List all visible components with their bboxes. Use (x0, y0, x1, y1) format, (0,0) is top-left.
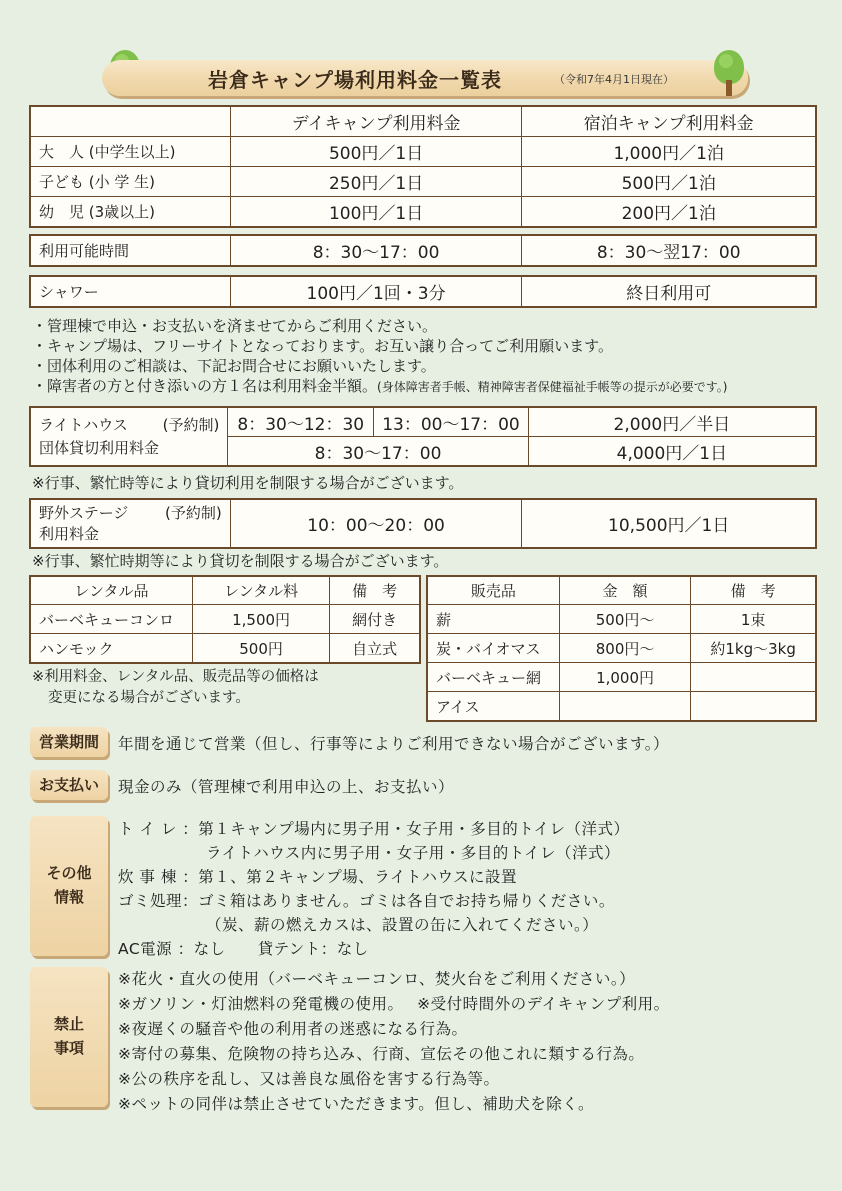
stage-reserve: (予約制) (165, 503, 222, 522)
rental-note1: ※利用料金、レンタル品、販売品等の価格は (32, 669, 319, 685)
period-tag-label: 営業期間 (38, 733, 99, 751)
note-discount-small: (身体障害者手帳、精神障害者保健福祉手帳等の提示が必要です。) (377, 380, 728, 394)
stage-label (31, 500, 231, 548)
rental-header-item: レンタル品 (31, 577, 193, 605)
payment-tag-label: お支払い (38, 776, 99, 794)
rental-fee: 500円 (192, 634, 329, 663)
lighthouse-label2: 団体貸切利用料金 (39, 438, 160, 457)
sales-price: 500円～ (559, 605, 690, 634)
other-line: ト イ レ ：第１キャンプ場内に男子用・女子用・多目的トイレ（洋式） (118, 820, 630, 838)
period-text: 年間を通じて営業（但し、行事等によりご利用できない場合がございます。） (118, 735, 670, 753)
other-line: AC電源 ：なし 貸テント：なし (118, 940, 369, 958)
sales-note (691, 663, 816, 692)
payment-tag (30, 770, 108, 800)
lighthouse-time2: 13：00～17：00 (374, 408, 529, 437)
sales-price: 800円～ (559, 634, 690, 663)
ban-line: ※ガソリン・灯油燃料の発電機の使用。 ※受付時間外のデイキャンプ利用。 (118, 995, 670, 1013)
note-line: ・キャンプ場は、フリーサイトとなっております。お互い譲り合ってご利用願います。 (32, 337, 613, 355)
ban-tag-line2: 事項 (53, 1039, 84, 1057)
lighthouse-price2: 4,000円／1日 (528, 437, 815, 466)
stage-label2: 利用料金 (39, 524, 100, 543)
lighthouse-price1: 2,000円／半日 (528, 408, 815, 437)
other-line: ライトハウス内に男子用・女子用・多目的トイレ（洋式） (206, 844, 620, 862)
lighthouse-table (30, 407, 816, 466)
other-info-tag (30, 816, 108, 956)
rental-fee: 1,500円 (192, 605, 329, 634)
sales-table (427, 576, 816, 721)
prohibited-tag (30, 967, 108, 1107)
shower-day: 100円／1回・3分 (230, 277, 522, 307)
fee-row-stay: 200円／1泊 (522, 197, 816, 227)
rental-note: 網付き (330, 605, 420, 634)
ban-line: ※ペットの同伴は禁止させていただきます。但し、補助犬を除く。 (118, 1095, 594, 1113)
other-line: 炊 事 棟 ：第１、第２キャンプ場、ライトハウスに設置 (118, 868, 518, 886)
fee-header-stay: 宿泊キャンプ利用料金 (522, 107, 816, 137)
hours-stay: 8：30～翌17：00 (522, 236, 816, 266)
fee-row-day: 500円／1日 (230, 137, 522, 167)
hours-table (30, 235, 816, 266)
other-tag-line1: その他 (46, 864, 92, 882)
fee-row-stay: 1,000円／1泊 (522, 137, 816, 167)
stage-table (30, 499, 816, 548)
shower-label: シャワー (31, 277, 231, 307)
note-line: ・団体利用のご相談は、下記お問合せにお願いいたします。 (32, 357, 436, 375)
fee-header-day: デイキャンプ利用料金 (230, 107, 522, 137)
hours-label: 利用可能時間 (31, 236, 231, 266)
sales-header-price: 金 額 (559, 577, 690, 605)
sales-note (691, 692, 816, 721)
fee-row-label: 大 人 (中学生以上) (31, 137, 231, 167)
title-banner (102, 60, 748, 96)
shower-stay: 終日利用可 (522, 277, 816, 307)
rental-table (30, 576, 420, 663)
lighthouse-reserve: (予約制) (162, 415, 220, 434)
note-line: ・管理棟で申込・お支払いを済ませてからご利用ください。 (32, 317, 438, 335)
lighthouse-label1: ライトハウス (39, 415, 128, 434)
sales-note: 約1kg～3kg (691, 634, 816, 663)
note-line-discount (32, 375, 727, 396)
fee-row-day: 250円／1日 (230, 167, 522, 197)
rental-note2: 変更になる場合がございます。 (48, 690, 250, 706)
shower-table (30, 276, 816, 307)
ban-line: ※花火・直火の使用（バーベキューコンロ、焚火台をご利用ください。） (118, 970, 636, 988)
rental-header-note: 備 考 (330, 577, 420, 605)
fee-row-label: 子ども (小 学 生) (31, 167, 231, 197)
ban-line: ※寄付の募集、危険物の持ち込み、行商、宣伝その他これに類する行為。 (118, 1045, 645, 1063)
other-line: （炭、薪の燃えカスは、設置の缶に入れてください。） (206, 916, 599, 934)
fee-table (30, 106, 816, 227)
sales-header-note: 備 考 (691, 577, 816, 605)
fee-row-day: 100円／1日 (230, 197, 522, 227)
lighthouse-time1: 8：30～12：30 (228, 408, 374, 437)
stage-note: ※行事、繁忙時期等により貸切を制限する場合がございます。 (32, 552, 449, 570)
ban-tag-line1: 禁止 (53, 1015, 84, 1033)
ban-line: ※公の秩序を乱し、又は善良な風俗を害する行為等。 (118, 1070, 500, 1088)
rental-item: ハンモック (31, 634, 193, 663)
ban-line: ※夜遅くの騒音や他の利用者の迷惑になる行為。 (118, 1020, 468, 1038)
stage-price: 10,500円／1日 (522, 500, 816, 548)
rental-header-fee: レンタル料 (192, 577, 329, 605)
sales-item: 薪 (428, 605, 560, 634)
note-discount-text: ・障害者の方と付き添いの方１名は利用料金半額。 (32, 377, 378, 395)
lighthouse-time3: 8：30～17：00 (228, 437, 528, 466)
sales-item: アイス (428, 692, 560, 721)
payment-text: 現金のみ（管理棟で利用申込の上、お支払い） (118, 778, 455, 796)
lighthouse-note: ※行事、繁忙時等により貸切利用を制限する場合がございます。 (32, 474, 464, 492)
sales-note: 1束 (691, 605, 816, 634)
hours-day: 8：30～17：00 (230, 236, 522, 266)
stage-label1: 野外ステージ (39, 503, 129, 522)
fee-header-blank (31, 107, 231, 137)
fee-row-stay: 500円／1泊 (522, 167, 816, 197)
sales-price (559, 692, 690, 721)
other-tag-line2: 情報 (53, 888, 84, 906)
sales-item: 炭・バイオマス (428, 634, 560, 663)
fee-row-label: 幼 児 (3歳以上) (31, 197, 231, 227)
tree-icon-right (712, 50, 746, 96)
rental-item: バーベキューコンロ (31, 605, 193, 634)
as-of-date: （令和7年4月1日現在） (554, 73, 674, 86)
period-tag (30, 727, 108, 757)
page-title: 岩倉キャンプ場利用料金一覧表 (208, 68, 502, 92)
stage-time: 10：00～20：00 (230, 500, 522, 548)
sales-item: バーベキュー網 (428, 663, 560, 692)
sales-price: 1,000円 (559, 663, 690, 692)
lighthouse-label (31, 408, 228, 466)
other-line: ゴミ処理：ゴミ箱はありません。ゴミは各自でお持ち帰りください。 (118, 892, 615, 910)
rental-note: 自立式 (330, 634, 420, 663)
sales-header-item: 販売品 (428, 577, 560, 605)
